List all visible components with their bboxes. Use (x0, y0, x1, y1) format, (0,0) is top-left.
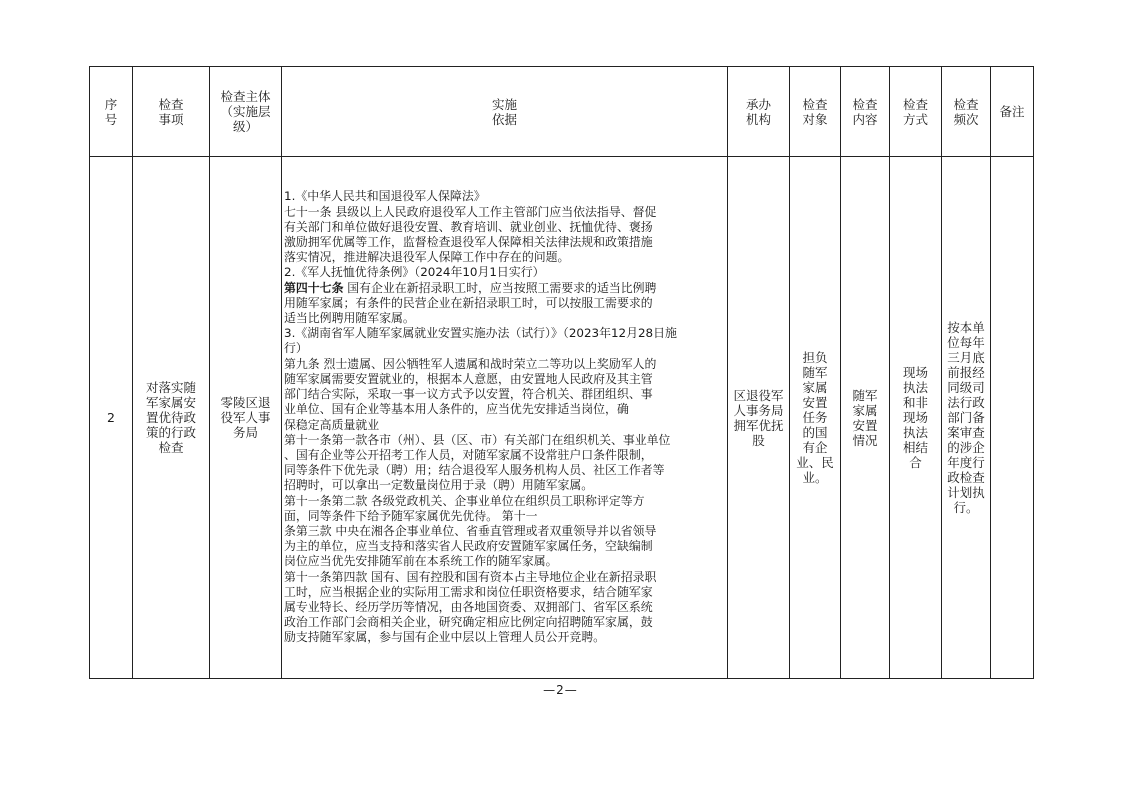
header-target: 检查 对象 (790, 67, 841, 157)
header-subject: 检查主体 （实施层 级） (210, 67, 282, 157)
law3-article9: 第九条 烈士遗属、因公牺牲军人遗属和战时荣立二等功以上奖励军人的 随军家属需要安置就业的，根据本人意愿，由安置地人民政府及其主管 部门结合实际，采取一事一议方式予以安置，符合机关、群团组织、事 业单位、国有企业等基本用人条件的，应当优先安排适当岗位，确 保稳定高质量就业 (284, 356, 657, 432)
law3-title: 3.《湖南省军人随军家属就业安置实施办法（试行）》（2023年12月28日施 行） (284, 326, 677, 356)
cell-content: 随军 家属 安置 情况 (841, 157, 890, 679)
law2-article-lead: 第四十七条 (284, 280, 344, 295)
header-item: 检查 事项 (133, 67, 210, 157)
header-remark: 备注 (991, 67, 1034, 157)
header-org: 承办 机构 (728, 67, 790, 157)
table-row (90, 157, 1034, 679)
header-seq: 序 号 (90, 67, 133, 157)
cell-item: 对落实随 军家属安 置优待政 策的行政 检查 (133, 157, 210, 679)
law1-title: 1.《中华人民共和国退役军人保障法》 (284, 189, 486, 204)
cell-org: 区退役军 人事务局 拥军优抚 股 (728, 157, 790, 679)
table-header-row (90, 67, 1034, 157)
law2-title: 2.《军人抚恤优待条例》（2024年10月1日实行） (284, 265, 545, 280)
header-frequency: 检查 频次 (942, 67, 991, 157)
cell-frequency: 按本单 位每年 三月底 前报经 同级司 法行政 部门备 案审查 的涉企 年度行 政检查 计划执 行。 (942, 157, 991, 679)
inspection-table (89, 66, 1034, 679)
cell-target: 担负 随军 家属 安置 任务 的国 有企 业、民 业。 (790, 157, 841, 679)
law1-text: 七十一条 县级以上人民政府退役军人工作主管部门应当依法指导、督促 有关部门和单位做好退役安置、教育培训、就业创业、抚恤优待、褒扬 激励拥军优属等工作，监督检查退役军人保障相关法律法规和政策措施 落实情况，推进解决退役军人保障工作中存在的问题。 (284, 204, 657, 265)
page-number: —2— (543, 683, 578, 697)
header-content: 检查 内容 (841, 67, 890, 157)
header-method: 检查 方式 (890, 67, 942, 157)
cell-basis (282, 157, 728, 679)
law3-article11-2: 第十一条第二款 各级党政机关、企事业单位在组织员工职称评定等方 面，同等条件下给予随军家属优先优待。 第十一 条第三款 中央在湘各企事业单位、省垂直管理或者双重领导并以省领导 为主的单位，应当支持和落实省人民政府安置随军家属任务，空缺编制 岗位应当优先安排随军前在本系统工作的随军家属。 (284, 493, 657, 569)
cell-method: 现场 执法 和非 现场 执法 相结 合 (890, 157, 942, 679)
header-basis: 实施 依据 (282, 67, 728, 157)
cell-seq: 2 (90, 157, 133, 679)
cell-remark (991, 157, 1034, 679)
law3-article11-4: 第十一条第四款 国有、国有控股和国有资本占主导地位企业在新招录职 工时，应当根据企业的实际用工需求和岗位任职资格要求，结合随军家 属专业特长、经历学历等情况，由各地国资委、双拥部门、省军区系统 政治工作部门会商相关企业，研究确定相应比例定向招聘随军家属，鼓 励支持随军家属，参与国有企业中层以上管理人员公开竞聘。 (284, 569, 657, 645)
law2-article-text: 国有企业在新招录职工时，应当按照工需要求的适当比例聘 用随军家属；有条件的民营企业在新招录职工时，可以按服工需要求的 适当比例聘用随军家属。 (284, 280, 657, 326)
law3-article11-1: 第十一条第一款各市（州）、县（区、市）有关部门在组织机关、事业单位 、国有企业等公开招考工作人员，对随军家属不设常驻户口条件限制， 同等条件下优先录（聘）用；结合退役军人服务机构人员、社区工作者等 招聘时，可以拿出一定数量岗位用于录（聘）用随军家属。 (284, 432, 671, 493)
cell-subject: 零陵区退 役军人事 务局 (210, 157, 282, 679)
law2-article (284, 281, 725, 327)
